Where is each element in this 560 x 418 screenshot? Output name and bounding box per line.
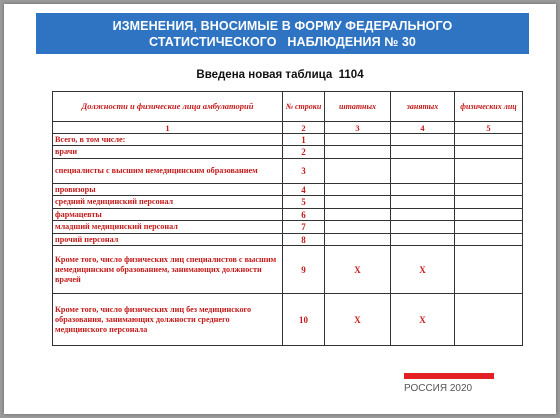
- cell-staff: X: [325, 294, 391, 346]
- cell-occupied: [391, 209, 455, 221]
- column-number: 1: [53, 122, 283, 134]
- row-name: средний медицинский персонал: [53, 196, 283, 209]
- column-number: 5: [455, 122, 523, 134]
- header-staff: штатных: [325, 92, 391, 122]
- cell-occupied: [391, 234, 455, 246]
- row-name: Кроме того, число физических лиц специалистов с высшим немедицинским образованием, занимающих должности врачей: [53, 246, 283, 294]
- row-name: Кроме того, число физических лиц без медицинского образования, занимающих должности среднего медицинского персонала: [53, 294, 283, 346]
- cell-individuals: [455, 209, 523, 221]
- cell-staff: [325, 134, 391, 146]
- cell-individuals: [455, 246, 523, 294]
- column-number: 2: [283, 122, 325, 134]
- table-row: [53, 221, 523, 234]
- cell-individuals: [455, 134, 523, 146]
- cell-staff: [325, 159, 391, 184]
- cell-staff: [325, 146, 391, 159]
- row-code: 1: [283, 134, 325, 146]
- table-row: [53, 146, 523, 159]
- table-row: [53, 134, 523, 146]
- cell-individuals: [455, 159, 523, 184]
- cell-staff: [325, 196, 391, 209]
- row-name: Всего, в том числе:: [53, 134, 283, 146]
- cell-individuals: [455, 221, 523, 234]
- table-row: [53, 209, 523, 221]
- row-name: врачи: [53, 146, 283, 159]
- title-banner: [36, 13, 529, 54]
- column-number: 3: [325, 122, 391, 134]
- cell-staff: X: [325, 246, 391, 294]
- cell-occupied: X: [391, 246, 455, 294]
- table-row: [53, 294, 523, 346]
- header-row-number: № строки: [283, 92, 325, 122]
- table-row: [53, 234, 523, 246]
- table-row: [53, 246, 523, 294]
- cell-occupied: [391, 184, 455, 196]
- row-name: провизоры: [53, 184, 283, 196]
- row-code: 7: [283, 221, 325, 234]
- cell-individuals: [455, 146, 523, 159]
- cell-occupied: [391, 196, 455, 209]
- row-code: 4: [283, 184, 325, 196]
- row-name: младший медицинский персонал: [53, 221, 283, 234]
- cell-individuals: [455, 234, 523, 246]
- column-number: 4: [391, 122, 455, 134]
- header-occupied: занятых: [391, 92, 455, 122]
- row-name: прочий персонал: [53, 234, 283, 246]
- cell-staff: [325, 184, 391, 196]
- cell-staff: [325, 209, 391, 221]
- cell-occupied: [391, 159, 455, 184]
- row-code: 6: [283, 209, 325, 221]
- table-row: [53, 159, 523, 184]
- footer-accent-bar: [404, 373, 494, 379]
- column-number-row: [53, 122, 523, 134]
- table-row: [53, 196, 523, 209]
- footer-label: РОССИЯ 2020: [404, 383, 473, 394]
- banner-line-1: ИЗМЕНЕНИЯ, ВНОСИМЫЕ В ФОРМУ ФЕДЕРАЛЬНОГО: [112, 19, 453, 33]
- row-code: 5: [283, 196, 325, 209]
- cell-staff: [325, 234, 391, 246]
- cell-occupied: X: [391, 294, 455, 346]
- header-position: Должности и физические лица амбулаторий: [53, 92, 283, 122]
- cell-individuals: [455, 294, 523, 346]
- table-row: [53, 184, 523, 196]
- row-name: фармацевты: [53, 209, 283, 221]
- row-name: специалисты с высшим немедицинским образованием: [53, 159, 283, 184]
- cell-staff: [325, 221, 391, 234]
- row-code: 8: [283, 234, 325, 246]
- cell-occupied: [391, 221, 455, 234]
- header-individuals: физических лиц: [455, 92, 523, 122]
- table-header-row: [53, 92, 523, 122]
- row-code: 9: [283, 246, 325, 294]
- slide: [4, 4, 556, 414]
- staff-table: [52, 91, 523, 346]
- row-code: 3: [283, 159, 325, 184]
- cell-individuals: [455, 184, 523, 196]
- row-code: 10: [283, 294, 325, 346]
- banner-line-2: СТАТИСТИЧЕСКОГО НАБЛЮДЕНИЯ № 30: [149, 35, 416, 49]
- cell-occupied: [391, 146, 455, 159]
- cell-occupied: [391, 134, 455, 146]
- cell-individuals: [455, 196, 523, 209]
- row-code: 2: [283, 146, 325, 159]
- table-subtitle: Введена новая таблица 1104: [196, 69, 364, 81]
